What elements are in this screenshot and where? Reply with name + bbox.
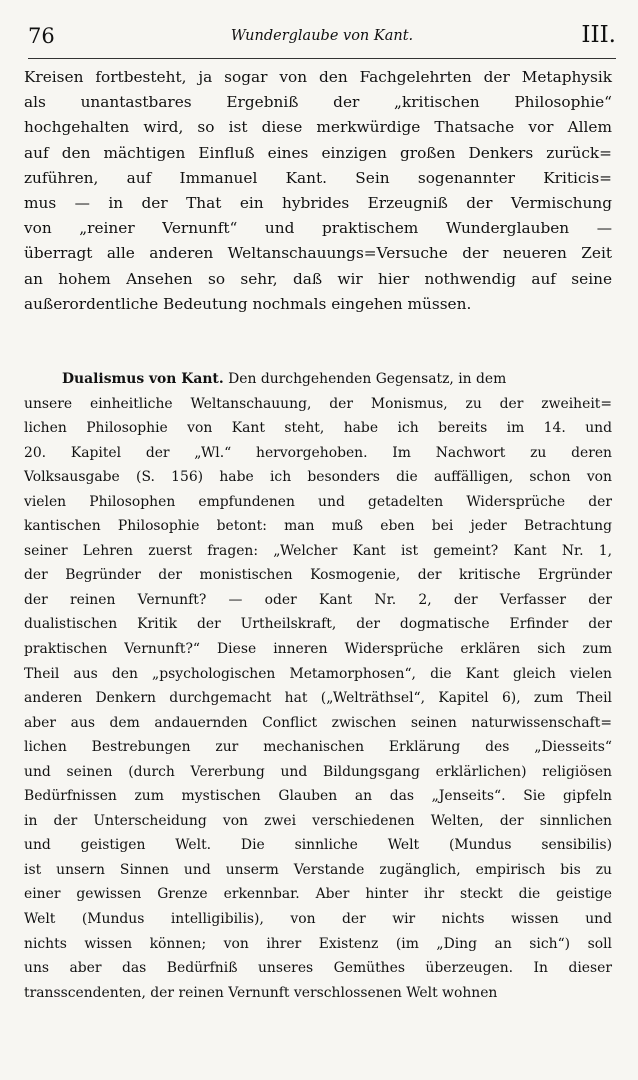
section-number: III. xyxy=(581,22,616,48)
text-line: auf den mächtigen Einfluß eines einzigen großen Denkers zurück= xyxy=(24,143,612,162)
text-line: in der Unterscheidung von zwei verschiedenen Welten, der sinnlichen xyxy=(24,812,612,829)
text-line: praktischen Vernunft?“ Diese inneren Widersprüche erklären sich zum xyxy=(24,641,612,658)
text-line: kantischen Philosophie betont: man muß eben bei jeder Betrachtung xyxy=(24,518,612,535)
text-line: von „reiner Vernunft“ und praktischem Wunderglauben — xyxy=(24,219,612,238)
text-line: nichts wissen können; von ihrer Existenz (im „Ding an sich“) soll xyxy=(24,935,612,952)
section-heading: Dualismus von Kant. xyxy=(62,371,224,387)
text-line: uns aber das Bedürfniß unseres Gemüthes überzeugen. In dieser xyxy=(24,960,612,977)
text-line: Welt (Mundus intelligibilis), von der wir nichts wissen und xyxy=(24,911,612,928)
text-line: als unantastbares Ergebniß der „kritischen Philosophie“ xyxy=(24,93,612,112)
text-line: anderen Denkern durchgemacht hat („Welträthsel“, Kapitel 6), zum Theil xyxy=(24,690,612,707)
text-line: 20. Kapitel der „Wl.“ hervorgehoben. Im Nachwort zu deren xyxy=(24,444,612,461)
text-line: lichen Philosophie von Kant steht, habe ich bereits im 14. und xyxy=(24,420,612,437)
text-line: Kreisen fortbesteht, ja sogar von den Fachgelehrten der Metaphysik xyxy=(24,68,612,86)
text-line: an hohem Ansehen so sehr, daß wir hier nothwendig auf seine xyxy=(24,269,612,288)
text-line: vielen Philosophen empfundenen und getadelten Widersprüche der xyxy=(24,493,612,510)
text-line: und seinen (durch Vererbung und Bildungsgang erklärlichen) religiösen xyxy=(24,763,612,780)
text-line: zuführen, auf Immanuel Kant. Sein sogenannter Kriticis= xyxy=(24,168,612,187)
header-rule xyxy=(28,58,616,59)
page-number: 76 xyxy=(28,24,55,48)
paragraph-1 xyxy=(24,65,612,317)
text-line: überragt alle anderen Weltanschauungs=Versuche der neueren Zeit xyxy=(24,244,612,263)
text-line: der Begründer der monistischen Kosmogenie, der kritische Ergründer xyxy=(24,567,612,584)
page-header xyxy=(28,14,616,54)
text-line: einer gewissen Grenze erkennbar. Aber hinter ihr steckt die geistige xyxy=(24,886,612,903)
text-line: transscendenten, der reinen Vernunft verschlossenen Welt wohnen xyxy=(24,984,498,1001)
paragraph-2 xyxy=(24,367,612,1005)
text-line: hochgehalten wird, so ist diese merkwürdige Thatsache vor Allem xyxy=(24,118,612,137)
text-line-first xyxy=(24,367,612,392)
text-line: und geistigen Welt. Die sinnliche Welt (Mundus sensibilis) xyxy=(24,837,612,854)
text-line: lichen Bestrebungen zur mechanischen Erklärung des „Diesseits“ xyxy=(24,739,612,756)
text-line: mus — in der That ein hybrides Erzeugniß der Vermischung xyxy=(24,193,612,212)
text-line: seiner Lehren zuerst fragen: „Welcher Kant ist gemeint? Kant Nr. 1, xyxy=(24,542,612,559)
text-line: ist unsern Sinnen und unserm Verstande zugänglich, empirisch bis zu xyxy=(24,861,612,878)
text-line: unsere einheitliche Weltanschauung, der Monismus, zu der zweiheit= xyxy=(24,395,612,412)
text-line: außerordentliche Bedeutung nochmals eingehen müssen. xyxy=(24,294,472,313)
running-title: Wunderglaube von Kant. xyxy=(230,28,414,44)
text-line: aber aus dem andauernden Conflict zwischen seinen naturwissenschaft= xyxy=(24,714,612,731)
text-line: der reinen Vernunft? — oder Kant Nr. 2, der Verfasser der xyxy=(24,591,612,608)
text-line-rest: Den durchgehenden Gegensatz, in dem xyxy=(228,371,507,387)
text-line: dualistischen Kritik der Urtheilskraft, der dogmatische Erfinder der xyxy=(24,616,612,633)
text-line: Bedürfnissen zum mystischen Glauben an das „Jenseits“. Sie gipfeln xyxy=(24,788,612,805)
text-line: Volksausgabe (S. 156) habe ich besonders die auffälligen, schon von xyxy=(24,469,612,486)
text-line: Theil aus den „psychologischen Metamorphosen“, die Kant gleich vielen xyxy=(24,665,612,682)
